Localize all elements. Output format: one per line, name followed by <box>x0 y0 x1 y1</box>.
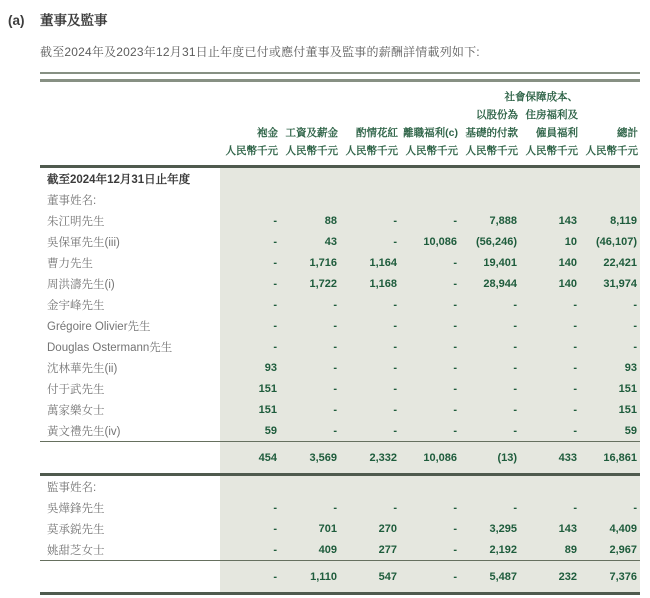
cell-value: - <box>400 357 460 378</box>
table-row <box>40 497 640 518</box>
cell-value: - <box>340 294 400 315</box>
cell-value <box>280 189 340 210</box>
cell-value: - <box>220 231 280 252</box>
column-header-line: 基礎的付款 <box>465 127 518 139</box>
cell-value: 22,421 <box>580 252 640 273</box>
cell-value: - <box>220 294 280 315</box>
cell-value: - <box>580 294 640 315</box>
cell-value: - <box>340 315 400 336</box>
cell-value: 277 <box>340 539 400 560</box>
table-row <box>40 294 640 315</box>
cell-value: - <box>400 210 460 231</box>
cell-value <box>460 476 520 497</box>
cell-value: - <box>400 539 460 560</box>
column-header-line: 人民幣千元 <box>525 145 578 157</box>
cell-value <box>340 168 400 189</box>
cell-value: 2,967 <box>580 539 640 560</box>
cell-value <box>220 189 280 210</box>
cell-value: - <box>520 378 580 399</box>
cell-value: - <box>460 420 520 441</box>
column-header-4 <box>400 82 460 165</box>
cell-value <box>460 189 520 210</box>
cell-value: 454 <box>220 442 280 473</box>
table-row <box>40 378 640 399</box>
cell-value: - <box>340 210 400 231</box>
cell-value <box>580 189 640 210</box>
page-title: 董事及監事 <box>40 13 108 28</box>
row-label: 董事姓名: <box>40 189 220 210</box>
cell-value <box>520 189 580 210</box>
table-header-row <box>40 82 640 165</box>
cell-value: 701 <box>280 518 340 539</box>
cell-value: 59 <box>220 420 280 441</box>
table-row <box>40 561 640 592</box>
table-row <box>40 210 640 231</box>
row-label: 姚甜芝女士 <box>40 539 220 560</box>
cell-value: 10,086 <box>400 231 460 252</box>
cell-value: - <box>220 336 280 357</box>
cell-value: 1,722 <box>280 273 340 294</box>
column-header-1 <box>220 82 280 165</box>
cell-value: 7,888 <box>460 210 520 231</box>
cell-value: - <box>580 336 640 357</box>
cell-value: - <box>340 231 400 252</box>
row-label: Grégoire Olivier先生 <box>40 315 220 336</box>
cell-value: 1,110 <box>280 561 340 592</box>
cell-value: - <box>460 315 520 336</box>
cell-value: - <box>340 420 400 441</box>
cell-value: 409 <box>280 539 340 560</box>
cell-value: - <box>460 497 520 518</box>
cell-value <box>520 476 580 497</box>
cell-value: 547 <box>340 561 400 592</box>
table-row <box>40 399 640 420</box>
cell-value: 151 <box>220 378 280 399</box>
cell-value: - <box>520 357 580 378</box>
cell-value: 151 <box>580 399 640 420</box>
table-row <box>40 442 640 473</box>
cell-value: - <box>460 294 520 315</box>
remuneration-table <box>40 72 640 595</box>
row-label: Douglas Ostermann先生 <box>40 336 220 357</box>
column-header-7 <box>580 82 640 165</box>
table-row <box>40 476 640 497</box>
row-label: 朱江明先生 <box>40 210 220 231</box>
cell-value: 433 <box>520 442 580 473</box>
cell-value: 2,332 <box>340 442 400 473</box>
cell-value: - <box>220 497 280 518</box>
cell-value: - <box>400 315 460 336</box>
cell-value: 10 <box>520 231 580 252</box>
cell-value <box>220 476 280 497</box>
cell-value: - <box>400 273 460 294</box>
cell-value: 3,295 <box>460 518 520 539</box>
column-header-line: 人民幣千元 <box>285 145 338 157</box>
table-top-rule-thin <box>40 72 640 74</box>
column-header-line: 人民幣千元 <box>465 145 518 157</box>
cell-value: 3,569 <box>280 442 340 473</box>
row-label: 曹力先生 <box>40 252 220 273</box>
cell-value: - <box>580 315 640 336</box>
cell-value: - <box>220 315 280 336</box>
cell-value: - <box>460 399 520 420</box>
cell-value <box>220 168 280 189</box>
cell-value: - <box>280 336 340 357</box>
row-label <box>40 442 220 473</box>
row-label: 付于武先生 <box>40 378 220 399</box>
cell-value: 93 <box>580 357 640 378</box>
table-row <box>40 231 640 252</box>
cell-value: (13) <box>460 442 520 473</box>
column-header-line: 工資及薪金 <box>285 127 338 139</box>
cell-value: - <box>280 399 340 420</box>
table-row <box>40 252 640 273</box>
column-header-2 <box>280 82 340 165</box>
cell-value: 31,974 <box>580 273 640 294</box>
cell-value: 2,192 <box>460 539 520 560</box>
cell-value <box>580 168 640 189</box>
row-label: 周洪濤先生(i) <box>40 273 220 294</box>
cell-value: 8,119 <box>580 210 640 231</box>
cell-value: - <box>220 518 280 539</box>
cell-value: - <box>340 336 400 357</box>
cell-value: - <box>340 399 400 420</box>
row-label: 沈林華先生(ii) <box>40 357 220 378</box>
cell-value: 43 <box>280 231 340 252</box>
cell-value: 151 <box>220 399 280 420</box>
cell-value <box>460 168 520 189</box>
header-label-column-spacer <box>40 82 220 165</box>
cell-value: 1,164 <box>340 252 400 273</box>
row-label: 萬家樂女士 <box>40 399 220 420</box>
cell-value <box>520 168 580 189</box>
row-label: 莫承鋭先生 <box>40 518 220 539</box>
cell-value: (56,246) <box>460 231 520 252</box>
cell-value: - <box>460 357 520 378</box>
column-header-6 <box>504 82 580 165</box>
cell-value: - <box>400 336 460 357</box>
column-header-line: 社會保障成本、 <box>504 91 578 103</box>
column-header-3 <box>340 82 400 165</box>
column-header-line: 酌情花紅 <box>356 127 398 139</box>
table-row <box>40 168 640 189</box>
cell-value: 4,409 <box>580 518 640 539</box>
table-row <box>40 420 640 441</box>
cell-value: - <box>520 497 580 518</box>
cell-value <box>580 476 640 497</box>
cell-value: - <box>220 539 280 560</box>
column-header-line: 人民幣千元 <box>405 145 458 157</box>
cell-value: - <box>460 378 520 399</box>
table-row <box>40 539 640 560</box>
row-label: 截至2024年12月31日止年度 <box>40 168 220 189</box>
cell-value: - <box>520 420 580 441</box>
cell-value: - <box>460 336 520 357</box>
row-label: 吳保軍先生(iii) <box>40 231 220 252</box>
table-row <box>40 189 640 210</box>
cell-value: 16,861 <box>580 442 640 473</box>
cell-value: 140 <box>520 273 580 294</box>
section-heading <box>8 9 640 29</box>
cell-value: - <box>400 497 460 518</box>
rule-bottom <box>40 592 640 595</box>
row-label: 吳燁鋒先生 <box>40 497 220 518</box>
cell-value: 88 <box>280 210 340 231</box>
row-label <box>40 561 220 592</box>
cell-value <box>400 189 460 210</box>
table-row <box>40 315 640 336</box>
cell-value: - <box>400 561 460 592</box>
column-header-line: 人民幣千元 <box>585 145 638 157</box>
cell-value: 140 <box>520 252 580 273</box>
row-label: 金宇峰先生 <box>40 294 220 315</box>
cell-value: - <box>520 315 580 336</box>
cell-value <box>340 476 400 497</box>
column-header-line: 離職福利(c) <box>403 127 458 139</box>
column-header-line: 住房福利及 <box>525 109 578 121</box>
cell-value <box>400 168 460 189</box>
cell-value: - <box>280 357 340 378</box>
cell-value <box>400 476 460 497</box>
cell-value: (46,107) <box>580 231 640 252</box>
row-label: 黃文禮先生(iv) <box>40 420 220 441</box>
cell-value: 1,716 <box>280 252 340 273</box>
cell-value: - <box>280 294 340 315</box>
column-header-line: 袍金 <box>257 127 278 139</box>
cell-value: 7,376 <box>580 561 640 592</box>
column-header-line: 人民幣千元 <box>225 145 278 157</box>
cell-value: - <box>280 420 340 441</box>
cell-value: 10,086 <box>400 442 460 473</box>
cell-value: - <box>400 294 460 315</box>
column-header-line: 僱員福利 <box>536 127 578 139</box>
table-row <box>40 518 640 539</box>
column-header-line: 人民幣千元 <box>345 145 398 157</box>
table-body <box>40 168 640 595</box>
cell-value: - <box>400 518 460 539</box>
cell-value: - <box>520 399 580 420</box>
cell-value: - <box>400 399 460 420</box>
cell-value: 270 <box>340 518 400 539</box>
cell-value: 28,944 <box>460 273 520 294</box>
cell-value: - <box>340 378 400 399</box>
cell-value: - <box>520 336 580 357</box>
cell-value: - <box>580 497 640 518</box>
cell-value <box>340 189 400 210</box>
cell-value: - <box>280 378 340 399</box>
cell-value: - <box>220 273 280 294</box>
cell-value: - <box>280 497 340 518</box>
table-row <box>40 357 640 378</box>
column-header-line: 以股份為 <box>476 109 518 121</box>
cell-value: 143 <box>520 210 580 231</box>
cell-value: 151 <box>580 378 640 399</box>
cell-value: 143 <box>520 518 580 539</box>
cell-value: - <box>520 294 580 315</box>
intro-text: 截至2024年及2023年12月31日止年度已付或應付董事及監事的薪酬詳情載列如下: <box>40 45 480 59</box>
section-label: (a) <box>8 13 25 28</box>
cell-value: - <box>220 252 280 273</box>
cell-value: 59 <box>580 420 640 441</box>
cell-value: 5,487 <box>460 561 520 592</box>
cell-value: - <box>340 497 400 518</box>
table-row <box>40 273 640 294</box>
cell-value: 232 <box>520 561 580 592</box>
cell-value: - <box>400 378 460 399</box>
cell-value <box>280 476 340 497</box>
row-label: 監事姓名: <box>40 476 220 497</box>
cell-value: - <box>220 561 280 592</box>
cell-value: - <box>400 420 460 441</box>
cell-value: - <box>280 315 340 336</box>
cell-value: 1,168 <box>340 273 400 294</box>
cell-value: 93 <box>220 357 280 378</box>
cell-value: - <box>340 357 400 378</box>
table-row <box>40 336 640 357</box>
cell-value: - <box>400 252 460 273</box>
column-header-line: 總計 <box>617 127 638 139</box>
cell-value: 89 <box>520 539 580 560</box>
cell-value: 19,401 <box>460 252 520 273</box>
cell-value: - <box>220 210 280 231</box>
cell-value <box>280 168 340 189</box>
